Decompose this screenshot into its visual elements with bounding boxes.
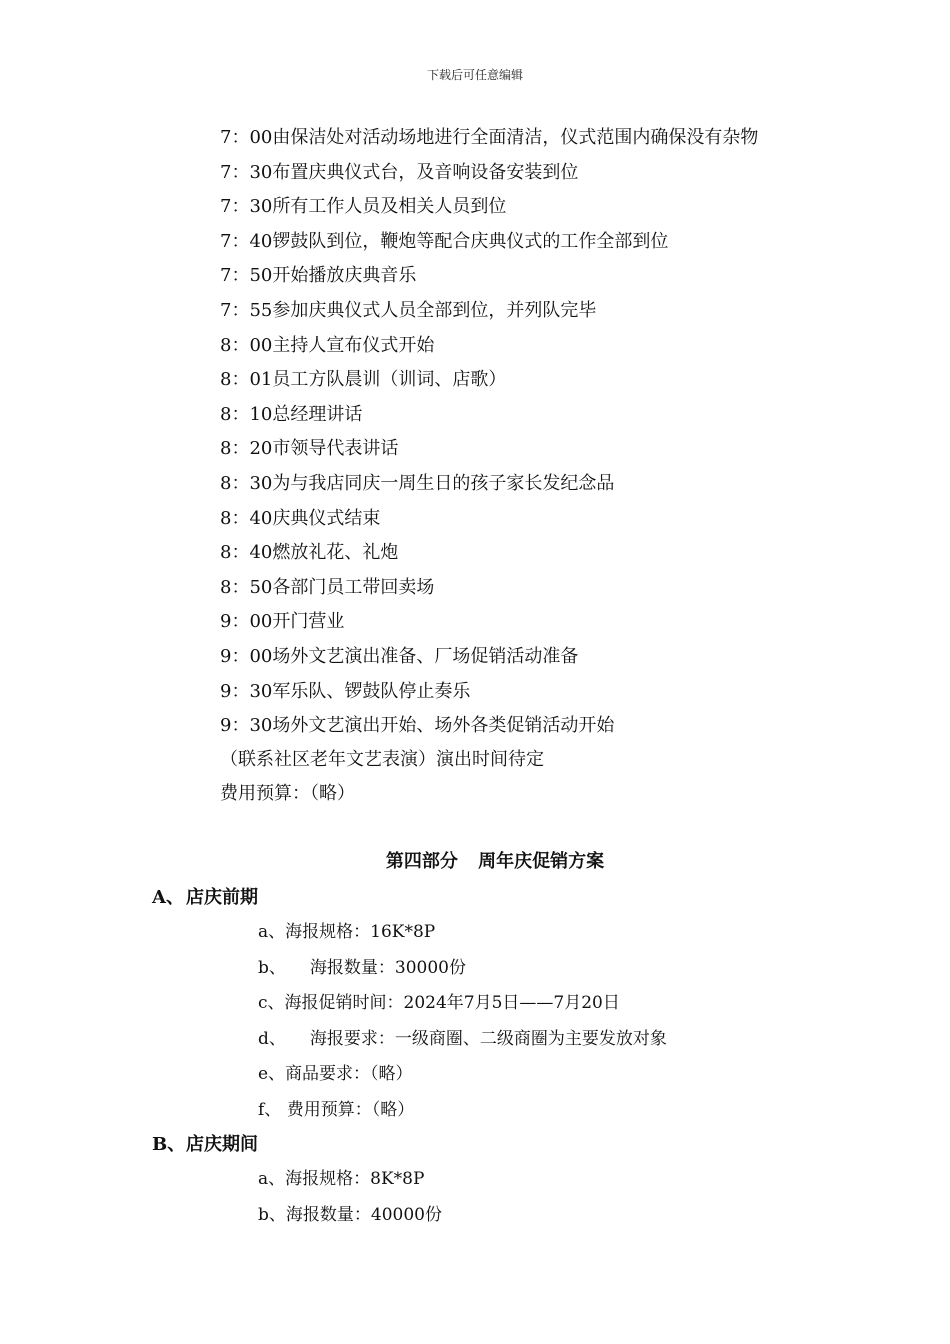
- item-marker: d、: [258, 1028, 286, 1049]
- list-item: [258, 1096, 667, 1132]
- item-marker: e、: [258, 1064, 286, 1085]
- schedule-item: 7：00由保洁处对活动场地进行全面清洁，仪式范围内确保没有杂物: [220, 127, 759, 148]
- schedule-item: 8：20市领导代表讲话: [220, 438, 399, 460]
- part-b-heading: [152, 1131, 258, 1159]
- part-a-letter: A、: [152, 887, 184, 908]
- item-text: 海报规格：16K*8P: [285, 922, 436, 942]
- schedule-note: （联系社区老年文艺表演）演出时间待定: [220, 749, 544, 770]
- part-a-list: [258, 918, 667, 1132]
- schedule-item: 8：10总经理讲话: [220, 403, 363, 425]
- list-item: [258, 1201, 442, 1237]
- item-marker: b、: [258, 1204, 286, 1225]
- schedule-item: 8：40燃放礼花、礼炮: [220, 542, 399, 564]
- item-marker: b、: [258, 957, 286, 978]
- schedule-item: 9：30场外文艺演出开始、场外各类促销活动开始: [220, 715, 615, 737]
- schedule-item: 9：00开门营业: [220, 611, 345, 633]
- schedule-item: 8：00主持人宣布仪式开始: [220, 334, 435, 356]
- schedule-item: 8：50各部门员工带回卖场: [220, 576, 435, 598]
- item-text: 海报数量：30000份: [309, 957, 466, 978]
- schedule-item: 7：30所有工作人员及相关人员到位: [220, 196, 507, 218]
- list-item: [258, 1025, 667, 1061]
- header-note: 下载后可任意编辑: [426, 68, 523, 82]
- schedule-item: 7：40锣鼓队到位，鞭炮等配合庆典仪式的工作全部到位: [220, 230, 669, 252]
- list-item: [258, 989, 667, 1025]
- part-b-list: [258, 1165, 442, 1236]
- section-title: 第四部分 周年庆促销方案: [385, 851, 605, 872]
- schedule-item: 8：40庆典仪式结束: [220, 507, 381, 529]
- list-item: [258, 1060, 667, 1096]
- part-b-title: 店庆期间: [186, 1134, 258, 1155]
- schedule-item: 8：01员工方队晨训（训词、店歌）: [220, 369, 507, 391]
- item-text: 海报规格：8K*8P: [285, 1169, 425, 1189]
- schedule-item: 9：00场外文艺演出准备、厂场促销活动准备: [220, 645, 579, 667]
- schedule-item: 7：30布置庆典仪式台，及音响设备安装到位: [220, 161, 579, 183]
- item-text: 费用预算：（略）: [281, 1099, 415, 1120]
- schedule-list: [220, 124, 900, 747]
- part-a-heading: [152, 884, 258, 912]
- item-text: 海报促销时间：2024年7月5日——7月20日: [284, 993, 620, 1014]
- item-marker: f、: [258, 1099, 282, 1120]
- schedule-budget: 费用预算：（略）: [220, 783, 355, 804]
- schedule-item: 9：30军乐队、锣鼓队停止奏乐: [220, 680, 471, 702]
- item-marker: a、: [258, 922, 286, 942]
- item-marker: a、: [258, 1169, 286, 1189]
- part-b-letter: B、: [152, 1134, 186, 1155]
- item-text: 海报要求：一级商圈、二级商圈为主要发放对象: [309, 1028, 667, 1049]
- schedule-item: 7：50开始播放庆典音乐: [220, 265, 417, 287]
- schedule-item: 8：30为与我店同庆一周生日的孩子家长发纪念品: [220, 472, 615, 494]
- part-a-title: 店庆前期: [186, 887, 258, 908]
- schedule-item: 7：55参加庆典仪式人员全部到位，并列队完毕: [220, 299, 597, 321]
- list-item: [258, 1165, 442, 1201]
- item-marker: c、: [258, 993, 285, 1014]
- item-text: 商品要求：（略）: [285, 1064, 413, 1085]
- item-text: 海报数量：40000份: [285, 1204, 442, 1225]
- list-item: [258, 918, 667, 954]
- list-item: [258, 954, 667, 990]
